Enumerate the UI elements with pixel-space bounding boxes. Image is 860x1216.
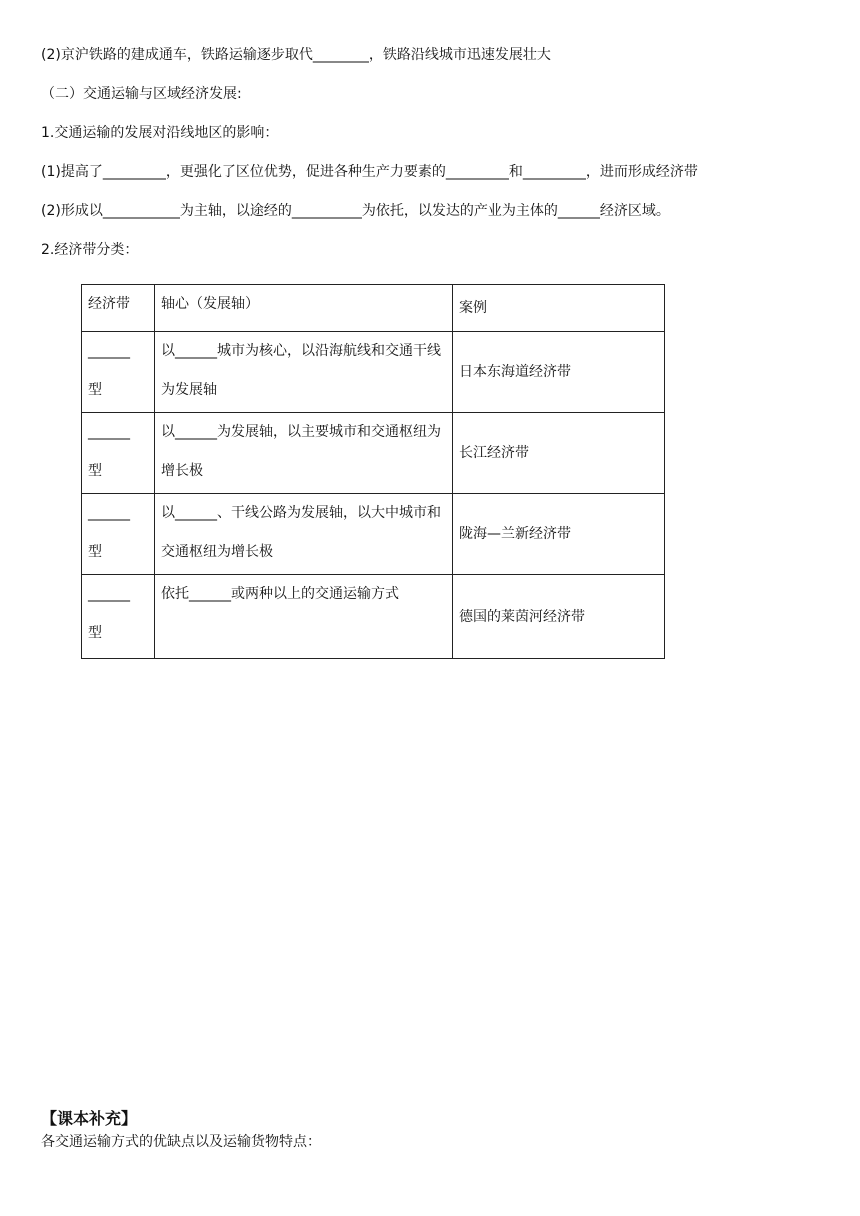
text-line-impact-2: (2)形成以___________为主轴，以途经的__________为依托，以发达的产业为主体的______经济区域。 bbox=[41, 203, 670, 219]
belt-type-cell: ______ 型 bbox=[82, 494, 155, 575]
belt-type-cell: ______ 型 bbox=[82, 575, 155, 659]
section-heading-transport-economy: （二）交通运输与区域经济发展: bbox=[41, 86, 242, 102]
text-line-impact-heading: 1.交通运输的发展对沿线地区的影响： bbox=[41, 125, 279, 141]
table-row bbox=[82, 332, 665, 413]
belt-type-cell: ______ 型 bbox=[82, 413, 155, 494]
belt-axis-cell: 以______为发展轴，以主要城市和交通枢纽为增长极 bbox=[155, 413, 453, 494]
belt-example-cell: 长江经济带 bbox=[453, 413, 665, 494]
belt-example-cell: 德国的莱茵河经济带 bbox=[453, 575, 665, 659]
table-row bbox=[82, 575, 665, 659]
header-axis: 轴心（发展轴） bbox=[155, 285, 453, 332]
belt-example-cell: 日本东海道经济带 bbox=[453, 332, 665, 413]
text-line-classification-heading: 2.经济带分类： bbox=[41, 242, 139, 258]
table-row bbox=[82, 494, 665, 575]
belt-axis-cell: 依托______或两种以上的交通运输方式 bbox=[155, 575, 453, 659]
header-belt: 经济带 bbox=[82, 285, 155, 332]
belt-axis-cell: 以______、干线公路为发展轴，以大中城市和交通枢纽为增长极 bbox=[155, 494, 453, 575]
economic-belt-table bbox=[81, 284, 665, 659]
belt-axis-cell: 以______城市为核心，以沿海航线和交通干线为发展轴 bbox=[155, 332, 453, 413]
supplement-subtitle: 各交通运输方式的优缺点以及运输货物特点： bbox=[41, 1134, 321, 1150]
table-row bbox=[82, 413, 665, 494]
text-line-railway: (2)京沪铁路的建成通车，铁路运输逐步取代________，铁路沿线城市迅速发展壮大 bbox=[41, 47, 551, 63]
table-header-row bbox=[82, 285, 665, 332]
supplement-title: 【课本补充】 bbox=[41, 1109, 138, 1128]
text-line-impact-1: (1)提高了_________，更强化了区位优势，促进各种生产力要素的_________和_________，进而形成经济带 bbox=[41, 164, 698, 180]
belt-type-cell: ______ 型 bbox=[82, 332, 155, 413]
belt-example-cell: 陇海—兰新经济带 bbox=[453, 494, 665, 575]
header-example: 案例 bbox=[453, 285, 665, 332]
